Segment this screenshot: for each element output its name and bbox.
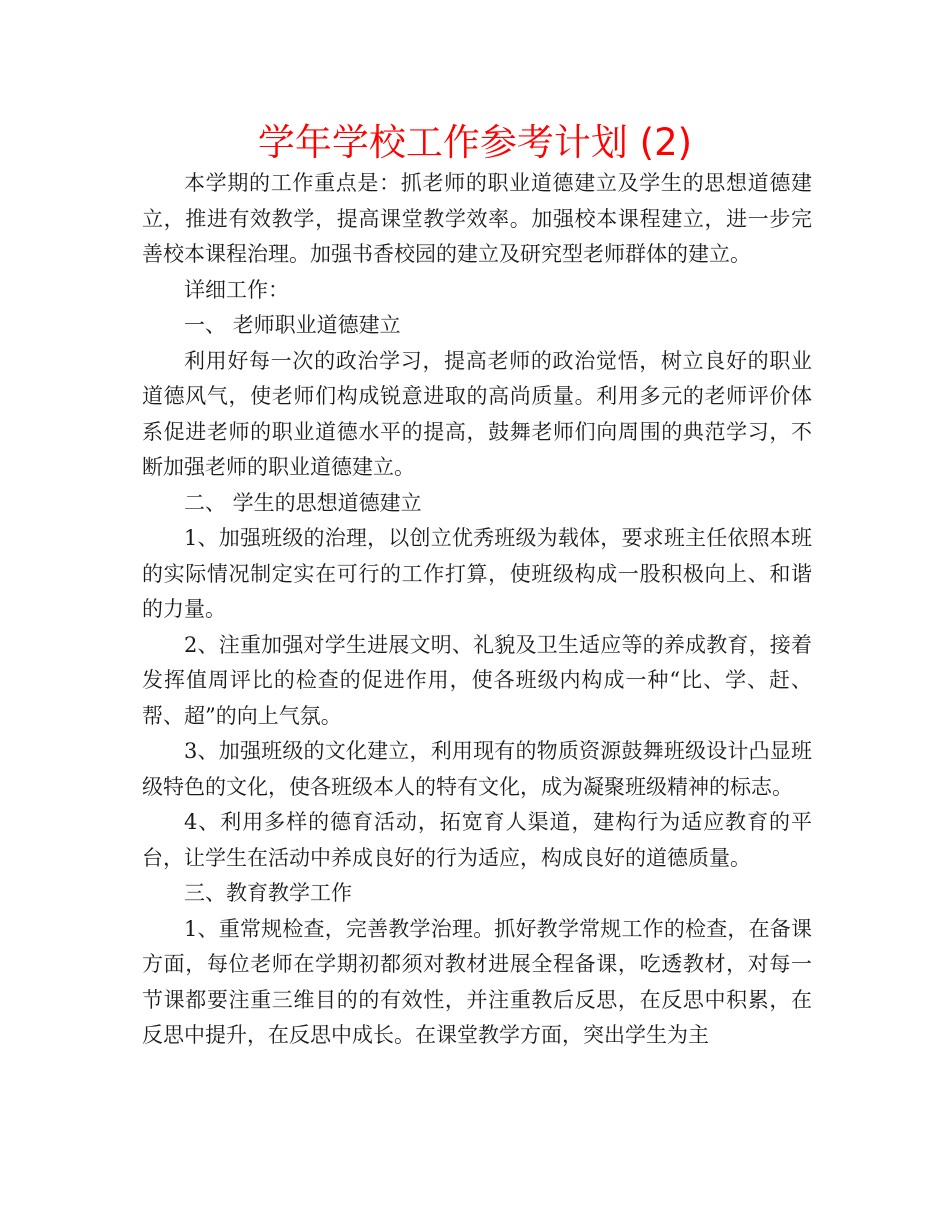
- section-heading: 二、 学生的思想道德建立: [184, 490, 422, 515]
- paragraph: 本学期的工作重点是：抓老师的职业道德建立及学生的思想道德建立，推进有效教学，提高课堂教学效率。加强校本课程建立，进一步完善校本课程治理。加强书香校园的建立及研究型老师群体的建立。: [142, 171, 812, 266]
- paragraph: 详细工作：: [184, 277, 289, 302]
- document-title: 学年学校工作参考计划 (2): [257, 121, 693, 164]
- paragraph: 1、重常规检查，完善教学治理。抓好教学常规工作的检查，在备课方面，每位老师在学期初都须对教材进展全程备课，吃透教材，对每一节课都要注重三维目的的有效性，并注重教后反思，在反思中积累，在反思中提升，在反思中成长。在课堂教学方面，突出学生为主: [142, 916, 812, 1047]
- section-heading: 三、教育教学工作: [184, 881, 352, 905]
- section-heading: 一、 老师职业道德建立: [184, 313, 401, 337]
- paragraph: 1、加强班级的治理，以创立优秀班级为载体，要求班主任依照本班的实际情况制定实在可行的工作打算，使班级构成一股积极向上、和谐的力量。: [142, 526, 812, 621]
- paragraph: 3、加强班级的文化建立，利用现有的物质资源鼓舞班级设计凸显班级特色的文化，使各班级本人的特有文化，成为凝聚班级精神的标志。: [142, 739, 812, 799]
- paragraph: 利用好每一次的政治学习，提高老师的政治觉悟，树立良好的职业道德风气，使老师们构成锐意进取的高尚质量。利用多元的老师评价体系促进老师的职业道德水平的提高，鼓舞老师们向周围的典范学习，不断加强老师的职业道德建立。: [142, 348, 812, 479]
- paragraph: 4、利用多样的德育活动，拓宽育人渠道，建构行为适应教育的平台，让学生在活动中养成良好的行为适应，构成良好的道德质量。: [142, 810, 812, 870]
- document-body: [142, 166, 812, 1054]
- paragraph: 2、注重加强对学生进展文明、礼貌及卫生适应等的养成教育，接着发挥值周评比的检查的促进作用，使各班级内构成一种“比、学、赶、帮、超”的向上气氛。: [142, 632, 812, 728]
